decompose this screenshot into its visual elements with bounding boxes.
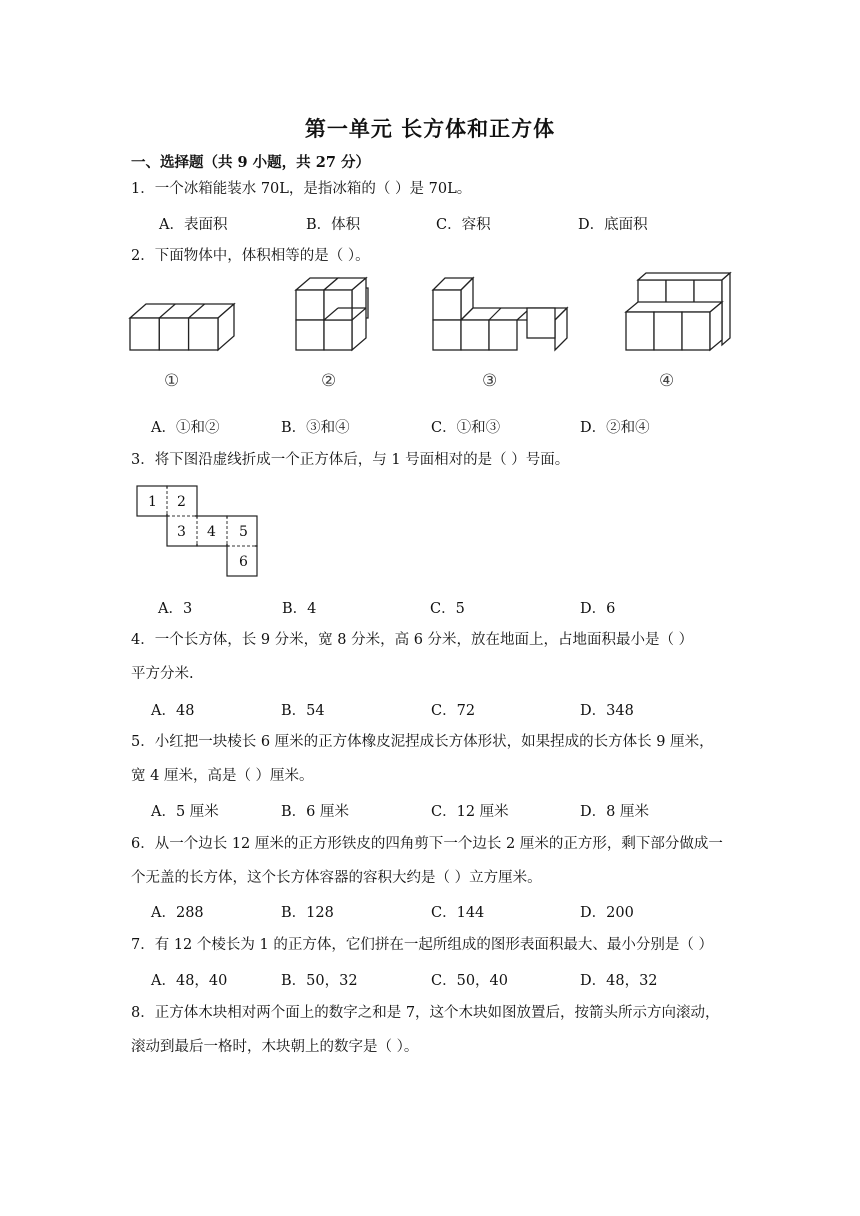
q1-option-d[interactable]: D．底面积 — [578, 217, 648, 233]
question-4-text-cont: 平方分米. — [131, 666, 194, 682]
cube-figure-4 — [624, 270, 734, 354]
q4-option-c[interactable]: C．72 — [431, 703, 476, 719]
net-face-3: 3 — [177, 524, 186, 540]
question-6-text-cont: 个无盖的长方体，这个长方体容器的容积大约是（ ）立方厘米。 — [131, 870, 542, 886]
net-face-5: 5 — [239, 524, 248, 540]
cube-row — [130, 304, 234, 350]
net-face-4: 4 — [207, 524, 216, 540]
question-4-text: 4．一个长方体，长 9 分米，宽 8 分米，高 6 分米，放在地面上，占地面积最小是（ ） — [131, 632, 694, 648]
q6-option-c[interactable]: C．144 — [431, 905, 485, 921]
q2-option-c[interactable]: C．①和③ — [431, 420, 501, 436]
q5-option-d[interactable]: D．8 厘米 — [580, 804, 649, 820]
cube-figure-3 — [430, 270, 570, 354]
q2-option-b[interactable]: B．③和④ — [281, 420, 350, 436]
q6-option-d[interactable]: D．200 — [580, 905, 634, 921]
cube-figure-1 — [128, 298, 238, 354]
figure-label-3: ③ — [482, 371, 498, 391]
q1-option-c[interactable]: C．容积 — [436, 217, 491, 233]
question-2-text: 2．下面物体中，体积相等的是（ ）。 — [131, 248, 370, 264]
q4-option-d[interactable]: D．348 — [580, 703, 634, 719]
q2-option-a[interactable]: A．①和② — [151, 420, 220, 436]
q7-option-a[interactable]: A．48，40 — [151, 973, 228, 989]
section-heading: 一、选择题（共 9 小题，共 27 分） — [131, 154, 370, 171]
net-face-6: 6 — [239, 554, 248, 570]
q3-option-b[interactable]: B．4 — [282, 601, 317, 617]
q7-option-d[interactable]: D．48，32 — [580, 973, 658, 989]
question-6-text: 6．从一个边长 12 厘米的正方形铁皮的四角剪下一个边长 2 厘米的正方形，剩下部分做成一 — [131, 836, 723, 852]
q3-option-c[interactable]: C．5 — [430, 601, 465, 617]
cube-figure-2 — [294, 274, 374, 354]
question-8-text-cont: 滚动到最后一格时，木块朝上的数字是（ ）。 — [131, 1039, 419, 1055]
q7-option-c[interactable]: C．50，40 — [431, 973, 508, 989]
q3-option-d[interactable]: D．6 — [580, 601, 616, 617]
question-1-text: 1．一个冰箱能装水 70L，是指冰箱的（ ）是 70L。 — [131, 181, 472, 197]
question-3-text: 3．将下图沿虚线折成一个正方体后，与 1 号面相对的是（ ）号面。 — [131, 452, 570, 468]
q1-option-a[interactable]: A．表面积 — [159, 217, 228, 233]
question-5-text: 5．小红把一块棱长 6 厘米的正方体橡皮泥捏成长方体形状，如果捏成的长方体长 9 厘米， — [131, 734, 714, 750]
q6-option-b[interactable]: B．128 — [281, 905, 334, 921]
q7-option-b[interactable]: B．50，32 — [281, 973, 358, 989]
question-7-text: 7．有 12 个棱长为 1 的正方体，它们拼在一起所组成的图形表面积最大、最小分别是（ ） — [131, 937, 713, 953]
net-face-1: 1 — [148, 494, 157, 510]
q5-option-b[interactable]: B．6 厘米 — [281, 804, 349, 820]
q2-option-d[interactable]: D．②和④ — [580, 420, 650, 436]
net-face-2: 2 — [177, 494, 186, 510]
question-5-text-cont: 宽 4 厘米，高是（ ）厘米。 — [131, 768, 314, 784]
page-title: 第一单元 长方体和正方体 — [304, 116, 556, 141]
q6-option-a[interactable]: A．288 — [151, 905, 204, 921]
q4-option-a[interactable]: A．48 — [151, 703, 195, 719]
figure-label-4: ④ — [659, 371, 675, 391]
figure-label-2: ② — [321, 371, 337, 391]
q5-option-c[interactable]: C．12 厘米 — [431, 804, 509, 820]
q3-option-a[interactable]: A．3 — [158, 601, 193, 617]
q4-option-b[interactable]: B．54 — [281, 703, 325, 719]
q1-option-b[interactable]: B．体积 — [306, 217, 361, 233]
q5-option-a[interactable]: A．5 厘米 — [151, 804, 219, 820]
figure-label-1: ① — [164, 371, 180, 391]
question-8-text: 8．正方体木块相对两个面上的数字之和是 7，这个木块如图放置后，按箭头所示方向滚动， — [131, 1005, 720, 1021]
